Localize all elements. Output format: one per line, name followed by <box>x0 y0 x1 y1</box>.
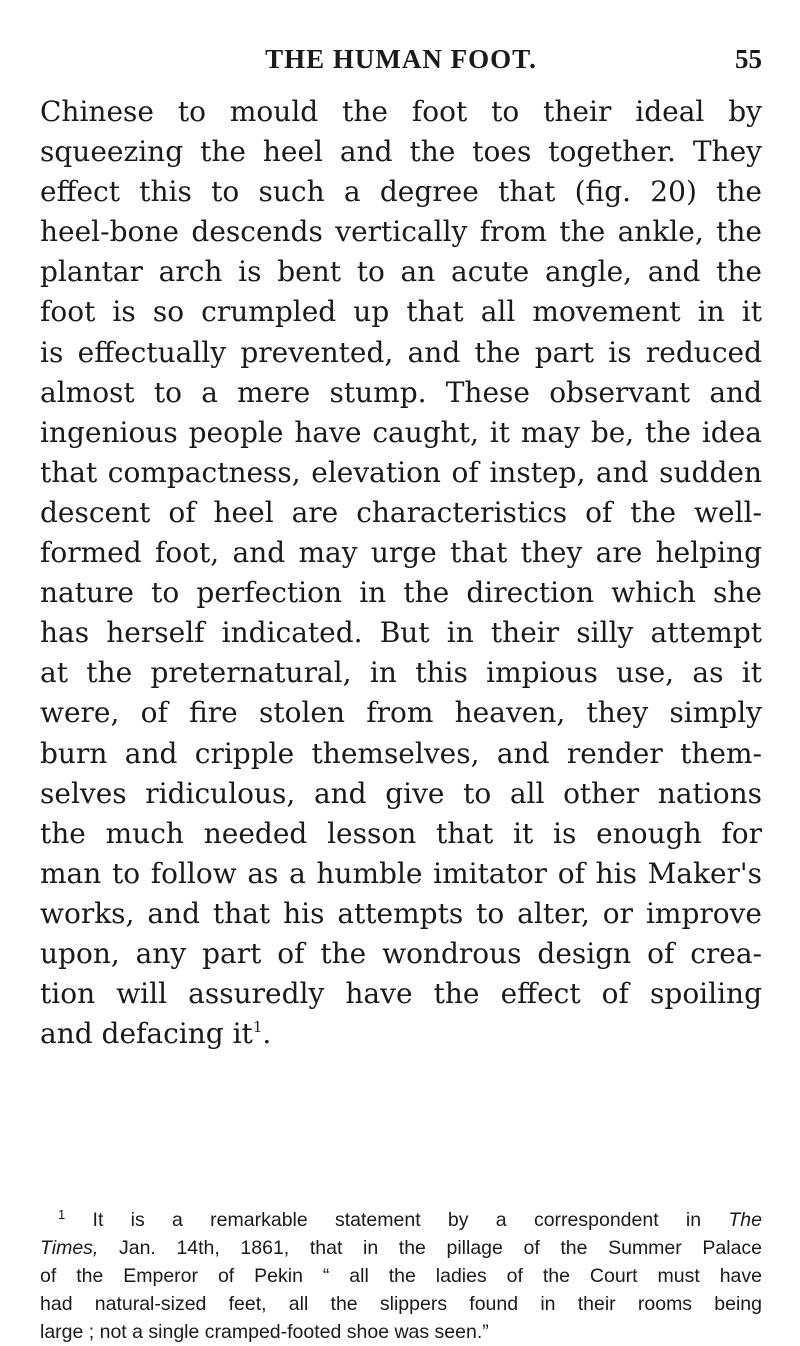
page-header <box>40 44 762 80</box>
body-line: descent of heel are characteristics of the well- <box>40 495 762 529</box>
body-text <box>40 92 762 1054</box>
page-number: 55 <box>735 44 762 74</box>
body-line: man to follow as a humble imitator of his Maker's <box>40 856 762 890</box>
sentence-end: . <box>262 1017 272 1051</box>
body-line: Chinese to mould the foot to their ideal by <box>40 95 762 128</box>
footnote-line <box>40 1206 762 1234</box>
footnote-line: of the Emperor of Pekin “ all the ladies of the Court must have <box>40 1265 762 1287</box>
body-line: plantar arch is bent to an acute angle, and the <box>40 255 762 289</box>
body-line: has herself indicated. But in their silly attempt <box>40 616 762 650</box>
body-line: almost to a mere stump. These observant and <box>40 375 762 409</box>
footnote-line: large ; not a single cramped-footed shoe was seen.” <box>40 1321 489 1343</box>
footnote-number: 1 <box>58 1207 66 1222</box>
body-line: upon, any part of the wondrous design of crea- <box>40 936 762 970</box>
footnote-line <box>40 1234 762 1262</box>
footnote-line: had natural-sized feet, all the slippers found in their rooms being <box>40 1293 762 1315</box>
body-line: is effectually prevented, and the part is reduced <box>40 335 762 369</box>
footnote <box>40 1206 762 1346</box>
body-line: nature to perfection in the direction which she <box>40 576 762 610</box>
body-line: tion will assuredly have the effect of spoiling <box>40 977 762 1011</box>
body-line: squeezing the heel and the toes together. They <box>40 135 762 169</box>
body-line: that compactness, elevation of instep, and sudden <box>40 455 762 489</box>
body-line: ingenious people have caught, it may be, the idea <box>40 415 762 449</box>
body-line-text: and defacing it <box>40 1017 253 1051</box>
body-line: the much needed lesson that it is enough for <box>40 816 762 850</box>
footnote-text: It is a remarkable statement by a correspondent in <box>92 1209 702 1231</box>
body-line: at the preternatural, in this impious use, as it <box>40 656 762 690</box>
body-line: foot is so crumpled up that all movement in it <box>40 295 762 329</box>
footnote-italic-text: Times, <box>40 1237 99 1259</box>
body-line: heel-bone descends vertically from the ankle, the <box>40 215 762 249</box>
body-line-last <box>40 1014 762 1054</box>
body-line: burn and cripple themselves, and render them- <box>40 736 762 770</box>
body-line: works, and that his attempts to alter, or improve <box>40 896 762 930</box>
body-line: were, of fire stolen from heaven, they simply <box>40 696 762 730</box>
body-line: formed foot, and may urge that they are helping <box>40 536 762 570</box>
footnote-reference[interactable]: 1 <box>252 1018 263 1037</box>
body-line: effect this to such a degree that (fig. 20) the <box>40 175 762 209</box>
footnote-text: Jan. 14th, 1861, that in the pillage of the Summer Palace <box>118 1237 763 1259</box>
footnote-italic-text: The <box>728 1209 762 1231</box>
running-title: THE HUMAN FOOT. <box>265 44 537 74</box>
body-line: selves ridiculous, and give to all other nations <box>40 776 762 810</box>
